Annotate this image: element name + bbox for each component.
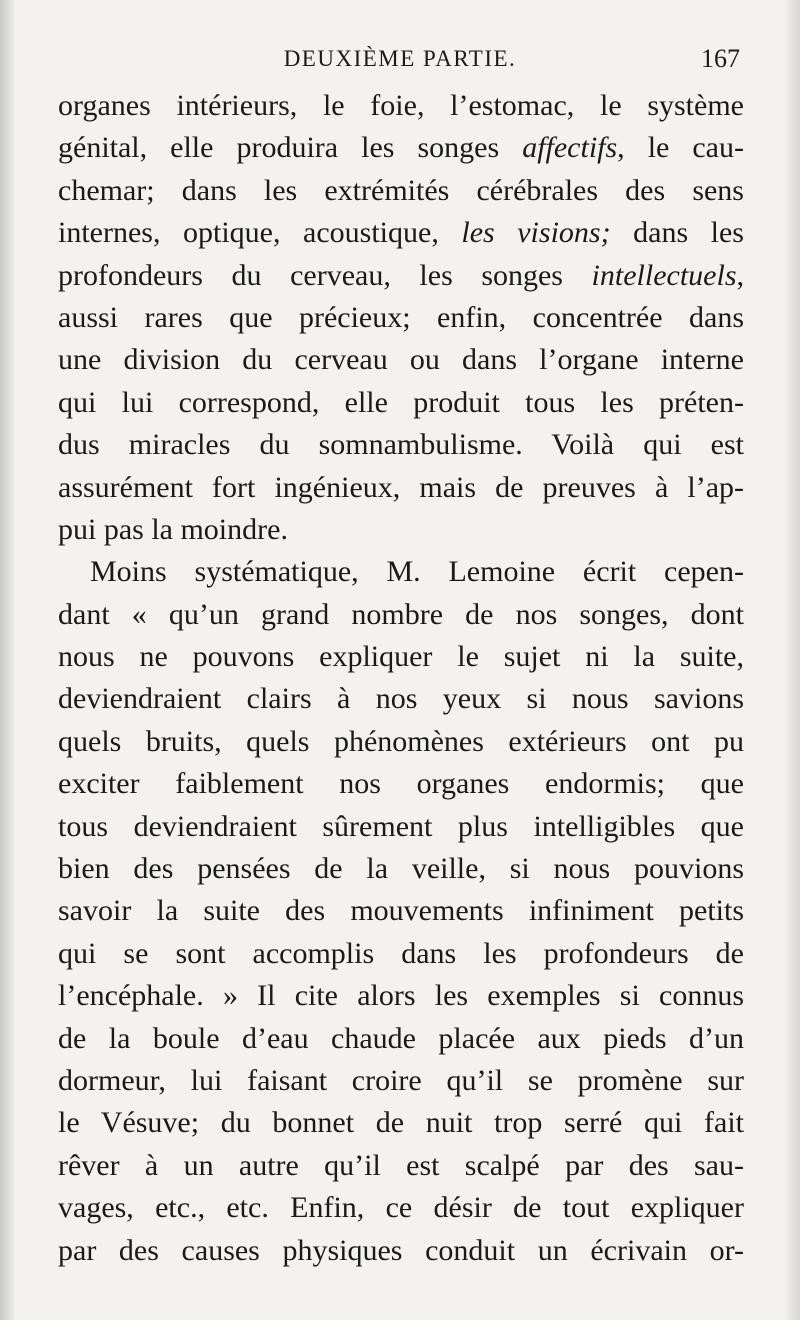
text-line: dant « qu’un grand nombre de nos songes, dont — [58, 597, 744, 631]
text-line: vages, etc., etc. Enfin, ce désir de tout expliquer — [58, 1191, 744, 1225]
text-line: aussi rares que précieux; enfin, concentrée dans — [58, 300, 744, 334]
text-line: une division du cerveau ou dans l’organe interne — [58, 343, 744, 377]
text-line: de la boule d’eau chaude placée aux pieds d’un — [58, 1021, 744, 1055]
text-line: par des causes physiques conduit un écrivain or- — [58, 1233, 744, 1267]
text-line: quels bruits, quels phénomènes extérieurs ont pu — [58, 724, 744, 758]
text-line: tous deviendraient sûrement plus intelligibles que — [58, 809, 744, 843]
text-line: génital, elle produira les songes affectifs, le cau- — [58, 131, 744, 165]
text-line: qui lui correspond, elle produit tous les préten- — [58, 385, 744, 419]
page-number: 167 — [701, 44, 740, 73]
text-line: deviendraient clairs à nos yeux si nous savions — [58, 682, 744, 716]
text-line: savoir la suite des mouvements infiniment petits — [58, 894, 744, 928]
text-line: Moins systématique, M. Lemoine écrit cepen- — [90, 555, 744, 589]
text-line: qui se sont accomplis dans les profondeurs de — [58, 936, 744, 970]
text-line: bien des pensées de la veille, si nous pouvions — [58, 852, 744, 886]
text-line: dormeur, lui faisant croire qu’il se promène sur — [58, 1063, 744, 1097]
running-title: DEUXIÈME PARTIE. — [283, 46, 517, 71]
text-line: profondeurs du cerveau, les songes intellectuels, — [58, 258, 744, 292]
text-line: pui pas la moindre. — [58, 512, 288, 546]
text-line: exciter faiblement nos organes endormis; que — [58, 767, 744, 801]
running-head — [60, 40, 740, 80]
text-line: assurément fort ingénieux, mais de preuves à l’ap- — [58, 470, 744, 504]
text-line: nous ne pouvons expliquer le sujet ni la suite, — [58, 640, 744, 674]
body-text — [58, 85, 744, 1272]
text-line: le Vésuve; du bonnet de nuit trop serré qui fait — [58, 1106, 744, 1140]
text-line: chemar; dans les extrémités cérébrales des sens — [58, 173, 744, 207]
text-line: internes, optique, acoustique, les visions; dans les — [58, 216, 744, 250]
text-line: l’encéphale. » Il cite alors les exemples si connus — [58, 979, 744, 1013]
text-line: organes intérieurs, le foie, l’estomac, le système — [58, 89, 744, 122]
page-edge-shadow — [784, 0, 800, 1320]
text-line: rêver à un autre qu’il est scalpé par des sau- — [58, 1148, 744, 1182]
text-line: dus miracles du somnambulisme. Voilà qui est — [58, 428, 744, 462]
page-gutter-shadow — [0, 0, 14, 1320]
